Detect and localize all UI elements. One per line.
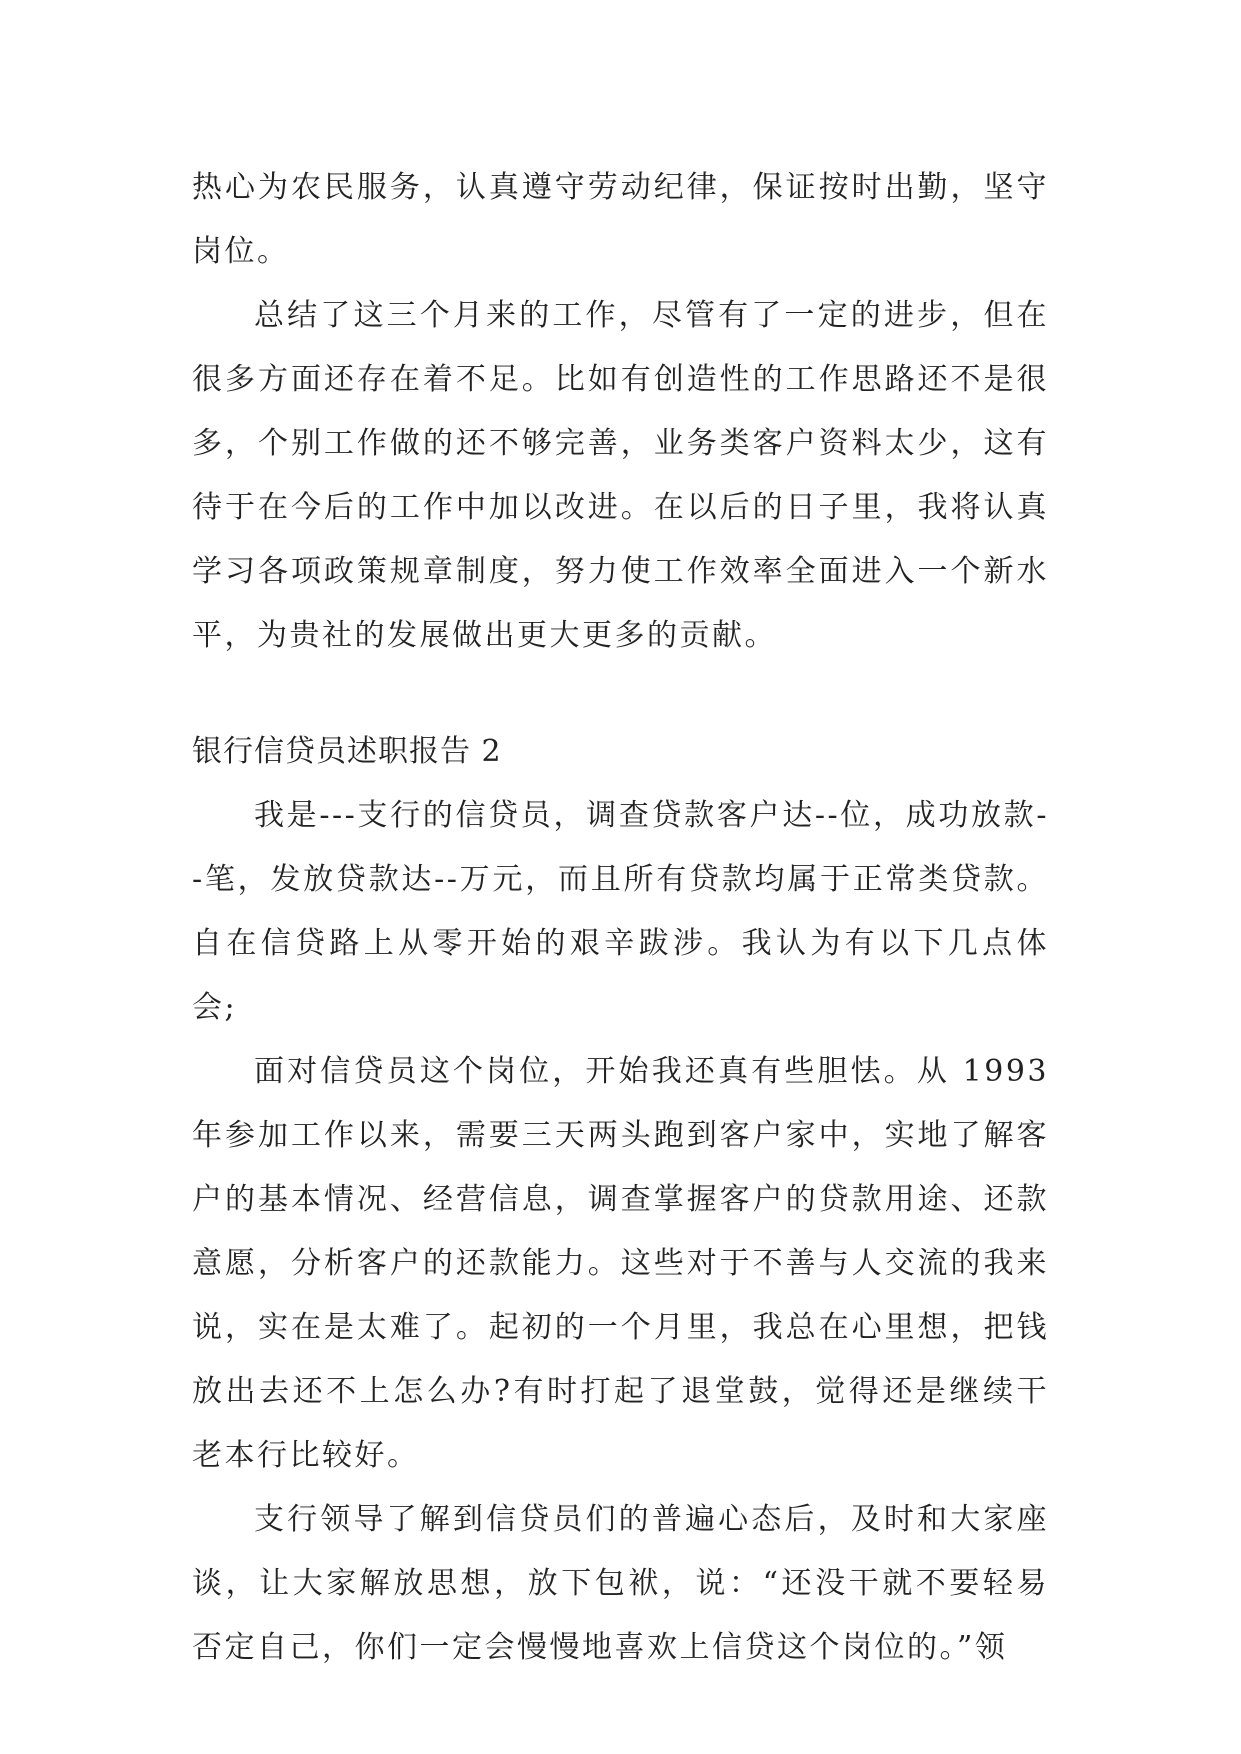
paragraph-intro: 我是---支行的信贷员，调查贷款客户达--位，成功放款--笔，发放贷款达--万元，而且所有贷款均属于正常类贷款。自在信贷路上从零开始的艰辛跋涉。我认为有以下几点体会;: [192, 798, 1049, 1025]
paragraph-leadership: 支行领导了解到信贷员们的普遍心态后，及时和大家座谈，让大家解放思想，放下包袱，说：“还没干就不要轻易否定自己，你们一定会慢慢地喜欢上信贷这个岗位的。”领: [192, 1502, 1049, 1665]
section-heading: 银行信贷员述职报告 2: [192, 734, 502, 769]
paragraph-summary: 总结了这三个月来的工作，尽管有了一定的进步，但在很多方面还存在着不足。比如有创造性的工作思路还不是很多，个别工作做的还不够完善，业务类客户资料太少，这有待于在今后的工作中加以改进。在以后的日子里，我将认真学习各项政策规章制度，努力使工作效率全面进入一个新水平，为贵社的发展做出更大更多的贡献。: [192, 298, 1049, 653]
paragraph-experience: 面对信贷员这个岗位，开始我还真有些胆怯。从 1993 年参加工作以来，需要三天两头跑到客户家中，实地了解客户的基本情况、经营信息，调查掌握客户的贷款用途、还款意愿，分析客户的还款能力。这些对于不善与人交流的我来说，实在是太难了。起初的一个月里，我总在心里想，把钱放出去还不上怎么办?有时打起了退堂鼓，觉得还是继续干老本行比较好。: [192, 1054, 1049, 1473]
paragraph-continued: 热心为农民服务，认真遵守劳动纪律，保证按时出勤，坚守岗位。: [192, 170, 1049, 269]
document-body: [192, 156, 1049, 1680]
